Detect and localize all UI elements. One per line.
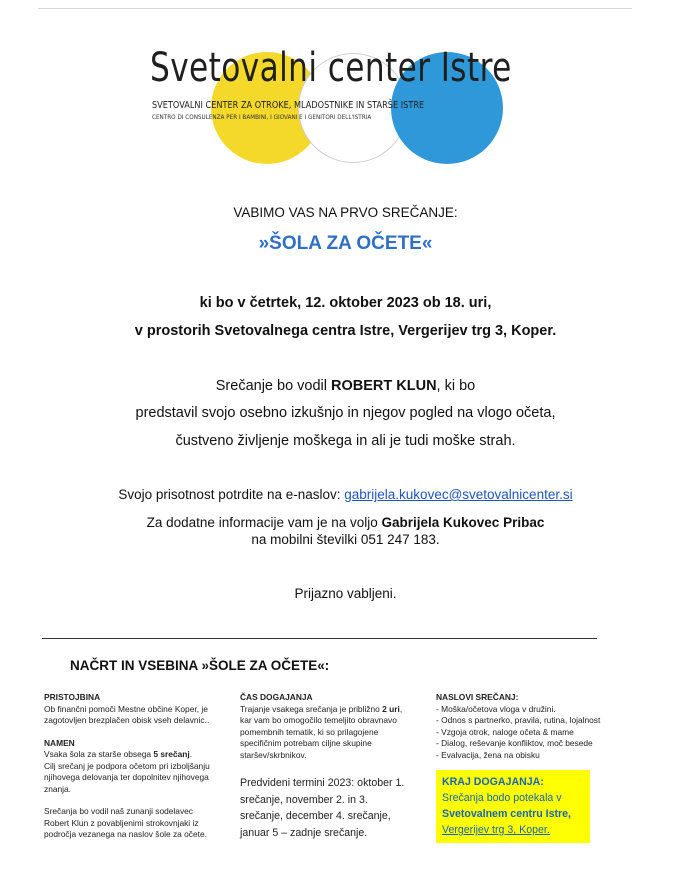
dates-line: Predvideni termini 2023: oktober 1. bbox=[240, 777, 405, 789]
topics-heading: NASLOVI SREČANJ: bbox=[436, 692, 519, 702]
purpose-text: njihovega delovanja ter dopolnitev njihovega bbox=[44, 772, 209, 782]
logo bbox=[150, 45, 512, 175]
contact-line-2: na mobilni številki 051 247 183. bbox=[251, 532, 440, 547]
purpose-text bbox=[44, 749, 224, 761]
purpose-bold: 5 srečanj bbox=[153, 749, 190, 759]
location-box bbox=[436, 770, 590, 843]
topic-item: - Dialog, reševanje konfliktov, moč besede bbox=[436, 738, 593, 748]
leader-name: ROBERT KLUN bbox=[331, 378, 437, 394]
section-divider bbox=[42, 638, 597, 639]
fee-text: Ob finančni pomoči Mestne občine Koper, je bbox=[44, 703, 208, 714]
purpose-text: Cilj srečanj je podpora očetom pri izboljšanju bbox=[44, 760, 210, 771]
top-rule bbox=[38, 8, 632, 9]
event-title: »ŠOLA ZA OČETE« bbox=[258, 233, 433, 254]
email-link[interactable]: gabrijela.kukovec@svetovalnicenter.si bbox=[344, 487, 573, 502]
purpose-text-part: . bbox=[189, 749, 193, 759]
location-heading: KRAJ DOGAJANJA: bbox=[442, 776, 544, 788]
purpose-heading: NAMEN bbox=[44, 737, 75, 748]
dates-line: srečanje, december 4. srečanje, bbox=[240, 810, 391, 822]
description-line-2: predstavil svojo osebno izkušnjo in njegov pogled na vlogo očeta, bbox=[135, 405, 556, 421]
leader-text: področja vezanega na naslov šole za očete. bbox=[44, 829, 207, 839]
contact-line-1 bbox=[0, 515, 691, 530]
topic-item: - Vzgoja otrok, naloge očeta & mame bbox=[436, 726, 574, 737]
column-timing bbox=[240, 692, 410, 841]
timing-text: kar vam bo omogočilo temeljito obravnavo bbox=[240, 715, 397, 725]
timing-text-part: , bbox=[399, 703, 403, 714]
leader-text: Srečanja bo vodil naš zunanji sodelavec bbox=[44, 806, 193, 816]
purpose-text: znanja. bbox=[44, 783, 72, 794]
fee-text: zagotovljen brezplačen obisk vseh delavnic.. bbox=[44, 715, 210, 725]
topic-item: - Odnos s partnerko, pravila, rutina, lojalnost bbox=[436, 715, 601, 725]
rsvp-text: Svojo prisotnost potrdite na e-naslov: bbox=[118, 487, 345, 502]
planned-dates bbox=[240, 775, 410, 841]
leader-text: Robert Klun z povabljenimi strokovnjaki iz bbox=[44, 817, 199, 828]
timing-text: specifičnim potrebam ciljne skupine bbox=[240, 738, 372, 748]
timing-bold: 2 uri bbox=[382, 703, 400, 714]
event-date: ki bo v četrtek, 12. oktober 2023 ob 18. uri, bbox=[199, 295, 492, 311]
dates-line: srečanje, november 2. in 3. bbox=[240, 793, 368, 806]
contact-name: Gabrijela Kukovec Pribac bbox=[381, 515, 545, 530]
description-text: Srečanje bo vodil bbox=[215, 378, 332, 394]
timing-text: staršev/skrbnikov. bbox=[240, 749, 307, 760]
timing-text bbox=[240, 704, 410, 716]
fee-heading: PRISTOJBINA bbox=[44, 692, 101, 702]
logo-subtitle-sl: SVETOVALNI CENTER ZA OTROKE, MLADOSTNIKE IN STARŠE ISTRE bbox=[152, 100, 425, 111]
logo-title: Svetovalni center Istre bbox=[150, 45, 512, 91]
invitation-line: VABIMO VAS NA PRVO SREČANJE: bbox=[233, 205, 458, 220]
topic-item: - Evalvacija, žena na obisku bbox=[436, 749, 540, 760]
topic-item: - Moška/očetova vloga v družini. bbox=[436, 703, 556, 714]
timing-text-part: Trajanje vsakega srečanja je približno bbox=[240, 703, 383, 714]
plan-title: NAČRT IN VSEBINA »ŠOLE ZA OČETE«: bbox=[70, 658, 330, 673]
purpose-text-part: Vsaka šola za starše obsega bbox=[44, 749, 154, 759]
description-line-1 bbox=[0, 378, 691, 394]
location-text: Srečanja bodo potekala v bbox=[442, 792, 562, 804]
location-address: Vergerijev trg 3, Koper. bbox=[442, 824, 550, 836]
timing-text: pomembnih tematik, ki so prilagojene bbox=[240, 726, 379, 737]
location-name: Svetovalnem centru Istre, bbox=[442, 808, 571, 820]
contact-text: Za dodatne informacije vam je na voljo bbox=[146, 515, 382, 530]
description-text: , ki bo bbox=[436, 378, 476, 394]
column-topics bbox=[436, 692, 616, 761]
logo-subtitle-it: CENTRO DI CONSULENZA PER I BAMBINI, I GIOVANI E I GENITORI DELL'ISTRIA bbox=[152, 114, 372, 121]
dates-line: januar 5 – zadnje srečanje. bbox=[240, 826, 368, 839]
column-fee-purpose bbox=[44, 692, 224, 841]
timing-heading: ČAS DOGAJANJA bbox=[240, 692, 313, 702]
rsvp-line bbox=[0, 487, 691, 502]
event-place: v prostorih Svetovalnega centra Istre, Vergerijev trg 3, Koper. bbox=[134, 323, 557, 339]
closing-greeting: Prijazno vabljeni. bbox=[294, 586, 397, 601]
description-line-3: čustveno življenje moškega in ali je tudi moške strah. bbox=[175, 433, 516, 449]
